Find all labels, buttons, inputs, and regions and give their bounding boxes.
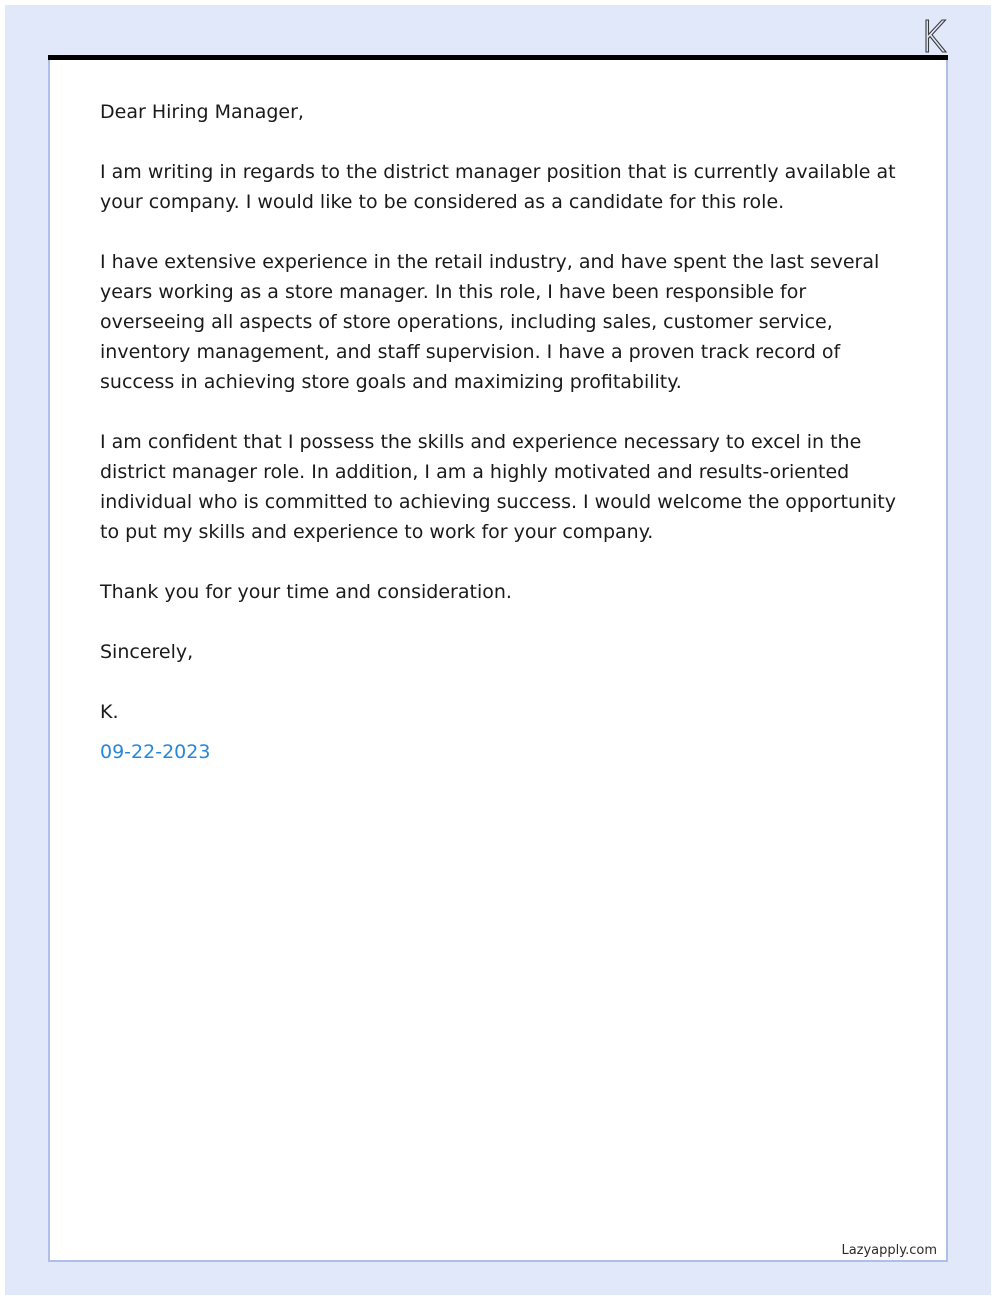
thank-you-line: Thank you for your time and consideration. <box>100 581 512 603</box>
paragraph-1: I am writing in regards to the district manager position that is currently available at your company. I would like to be considered as a candidate for this role. <box>100 161 896 213</box>
letter-body <box>100 97 900 767</box>
signature: K. <box>100 701 119 723</box>
monogram-k-icon <box>922 18 948 54</box>
paragraph-3: I am confident that I possess the skills and experience necessary to excel in the district manager role. In addition, I am a highly motivated and results-oriented individual who is committed to achieving success. I would welcome the opportunity to put my skills and experience to work for your company. <box>100 431 896 543</box>
footer-credit: Lazyapply.com <box>841 1243 937 1258</box>
greeting: Dear Hiring Manager, <box>100 101 304 123</box>
closing: Sincerely, <box>100 641 194 663</box>
letter-date: 09-22-2023 <box>100 741 211 763</box>
letter-page <box>48 60 948 1262</box>
paragraph-2: I have extensive experience in the retail industry, and have spent the last several years working as a store manager. In this role, I have been responsible for overseeing all aspects of store operations, including sales, customer service, inventory management, and staff supervision. I have a proven track record of success in achieving store goals and maximizing profitability. <box>100 251 880 393</box>
